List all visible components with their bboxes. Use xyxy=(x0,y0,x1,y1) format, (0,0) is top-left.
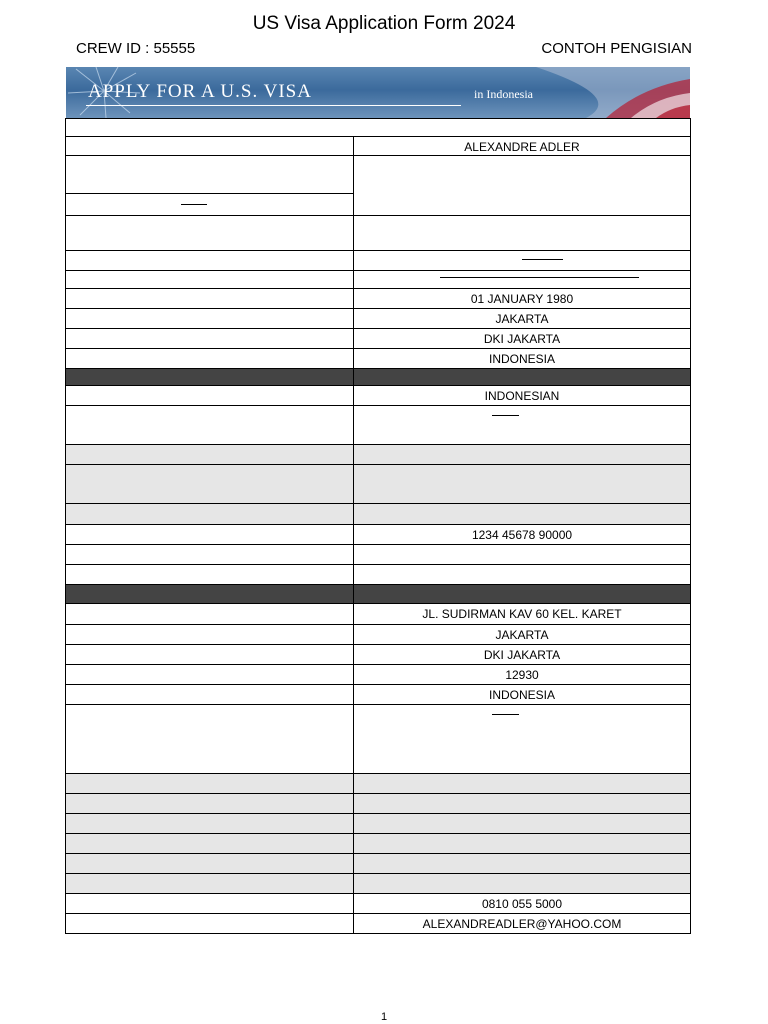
table-row xyxy=(65,465,691,504)
nationality-value[interactable]: INDONESIAN xyxy=(484,389,560,403)
field-label-cell xyxy=(66,794,354,813)
section-header-cell xyxy=(66,585,354,603)
field-label-cell xyxy=(66,289,354,308)
table-row xyxy=(65,705,691,774)
field-label-cell xyxy=(66,525,354,544)
field-label-cell xyxy=(66,545,354,564)
checkbox-blank-line xyxy=(492,415,519,416)
field-value-cell[interactable] xyxy=(354,834,690,853)
field-label-cell xyxy=(66,216,354,250)
table-row xyxy=(65,625,691,645)
field-value-cell[interactable] xyxy=(354,565,690,584)
checkbox-blank-line xyxy=(181,204,207,205)
field-label-cell xyxy=(66,445,354,464)
table-row xyxy=(65,271,691,289)
crew-id: CREW ID : 55555 xyxy=(76,40,196,57)
table-row xyxy=(65,665,691,685)
table-row xyxy=(65,645,691,665)
field-value-cell[interactable] xyxy=(354,705,690,773)
example-label: CONTOH PENGISIAN xyxy=(541,40,692,57)
full-name-value[interactable]: ALEXANDRE ADLER xyxy=(464,140,580,154)
table-row xyxy=(65,329,691,349)
field-label-cell xyxy=(66,914,354,933)
visa-form-table xyxy=(65,118,691,934)
field-label-cell xyxy=(66,774,354,793)
table-row xyxy=(65,525,691,545)
field-label-cell xyxy=(66,834,354,853)
table-row xyxy=(65,251,691,271)
table-row xyxy=(65,874,691,894)
field-label-cell xyxy=(66,406,354,444)
phone-value[interactable]: 0810 055 5000 xyxy=(481,897,563,911)
field-label-cell xyxy=(66,349,354,368)
address-postal-code-value[interactable]: 12930 xyxy=(505,668,539,682)
table-row xyxy=(65,349,691,369)
table-row xyxy=(65,406,691,445)
table-row xyxy=(65,814,691,834)
field-label-cell xyxy=(66,645,354,664)
field-label-cell xyxy=(66,156,354,215)
birth-city-value[interactable]: JAKARTA xyxy=(495,312,549,326)
field-label-cell xyxy=(66,604,354,624)
field-label-cell xyxy=(66,814,354,833)
banner-underline xyxy=(86,105,461,106)
birth-province-value[interactable]: DKI JAKARTA xyxy=(483,332,561,346)
table-row xyxy=(65,309,691,329)
section-header-cell xyxy=(66,369,354,385)
field-value-cell[interactable] xyxy=(354,251,690,270)
address-city-value[interactable]: JAKARTA xyxy=(495,628,549,642)
field-label-cell xyxy=(66,504,354,524)
field-value-cell[interactable] xyxy=(354,445,690,464)
table-row xyxy=(65,834,691,854)
field-value-cell[interactable] xyxy=(354,465,690,503)
address-country-value[interactable]: INDONESIA xyxy=(488,688,555,702)
field-label-cell xyxy=(66,874,354,893)
email-value[interactable]: ALEXANDREADLER@YAHOO.COM xyxy=(422,917,622,931)
birth-country-value[interactable]: INDONESIA xyxy=(488,352,555,366)
field-value-cell[interactable] xyxy=(354,794,690,813)
field-value-cell[interactable] xyxy=(354,271,690,288)
field-value-cell[interactable] xyxy=(354,504,690,524)
field-label-cell xyxy=(66,329,354,348)
fill-in-line xyxy=(440,277,639,278)
field-value-cell[interactable] xyxy=(354,874,690,893)
section-header-row xyxy=(65,369,691,386)
field-value-cell[interactable] xyxy=(354,406,690,444)
field-label-cell xyxy=(66,386,354,405)
field-value-cell[interactable] xyxy=(354,854,690,873)
table-row xyxy=(65,156,691,216)
table-row xyxy=(65,545,691,565)
table-row xyxy=(65,445,691,465)
section-header-row xyxy=(65,585,691,604)
table-row xyxy=(65,894,691,914)
table-row xyxy=(65,504,691,525)
field-label-cell xyxy=(66,137,354,155)
table-row xyxy=(65,386,691,406)
document-title: US Visa Application Form 2024 xyxy=(252,13,516,34)
table-row xyxy=(65,854,691,874)
field-label-subcell xyxy=(66,156,353,194)
address-province-value[interactable]: DKI JAKARTA xyxy=(483,648,561,662)
national-id-value[interactable]: 1234 45678 90000 xyxy=(471,528,573,542)
field-label-cell xyxy=(66,309,354,328)
field-value-cell[interactable] xyxy=(354,216,690,250)
banner-title: APPLY FOR A U.S. VISA xyxy=(88,81,312,102)
field-value-cell[interactable] xyxy=(354,814,690,833)
page-number: 1 xyxy=(380,1011,388,1023)
table-row xyxy=(65,604,691,625)
date-of-birth-value[interactable]: 01 JANUARY 1980 xyxy=(470,292,574,306)
table-row xyxy=(65,794,691,814)
table-row xyxy=(65,216,691,251)
field-label-cell xyxy=(66,271,354,288)
section-header-cell xyxy=(354,585,690,603)
table-row xyxy=(65,914,691,934)
address-street-value[interactable]: JL. SUDIRMAN KAV 60 KEL. KARET xyxy=(422,607,622,621)
field-value-cell[interactable] xyxy=(354,156,690,215)
table-row xyxy=(65,289,691,309)
field-label-cell xyxy=(66,465,354,503)
field-label-cell xyxy=(66,685,354,704)
table-row xyxy=(65,565,691,585)
field-value-cell[interactable] xyxy=(354,545,690,564)
checkbox-blank-line xyxy=(492,714,519,715)
field-label-cell xyxy=(66,894,354,913)
field-label-cell xyxy=(66,665,354,684)
field-label-cell xyxy=(66,854,354,873)
table-row xyxy=(65,685,691,705)
form-header-cell xyxy=(66,119,690,136)
field-label-cell xyxy=(66,625,354,644)
table-row xyxy=(65,137,691,156)
section-header-cell xyxy=(354,369,690,385)
banner-subtitle: in Indonesia xyxy=(474,87,533,101)
field-label-cell xyxy=(66,565,354,584)
apply-visa-banner xyxy=(66,67,690,118)
checkbox-blank-line xyxy=(522,259,563,260)
field-value-cell[interactable] xyxy=(354,774,690,793)
table-row xyxy=(65,774,691,794)
field-label-cell xyxy=(66,251,354,270)
field-label-cell xyxy=(66,705,354,773)
form-header-row xyxy=(65,118,691,137)
